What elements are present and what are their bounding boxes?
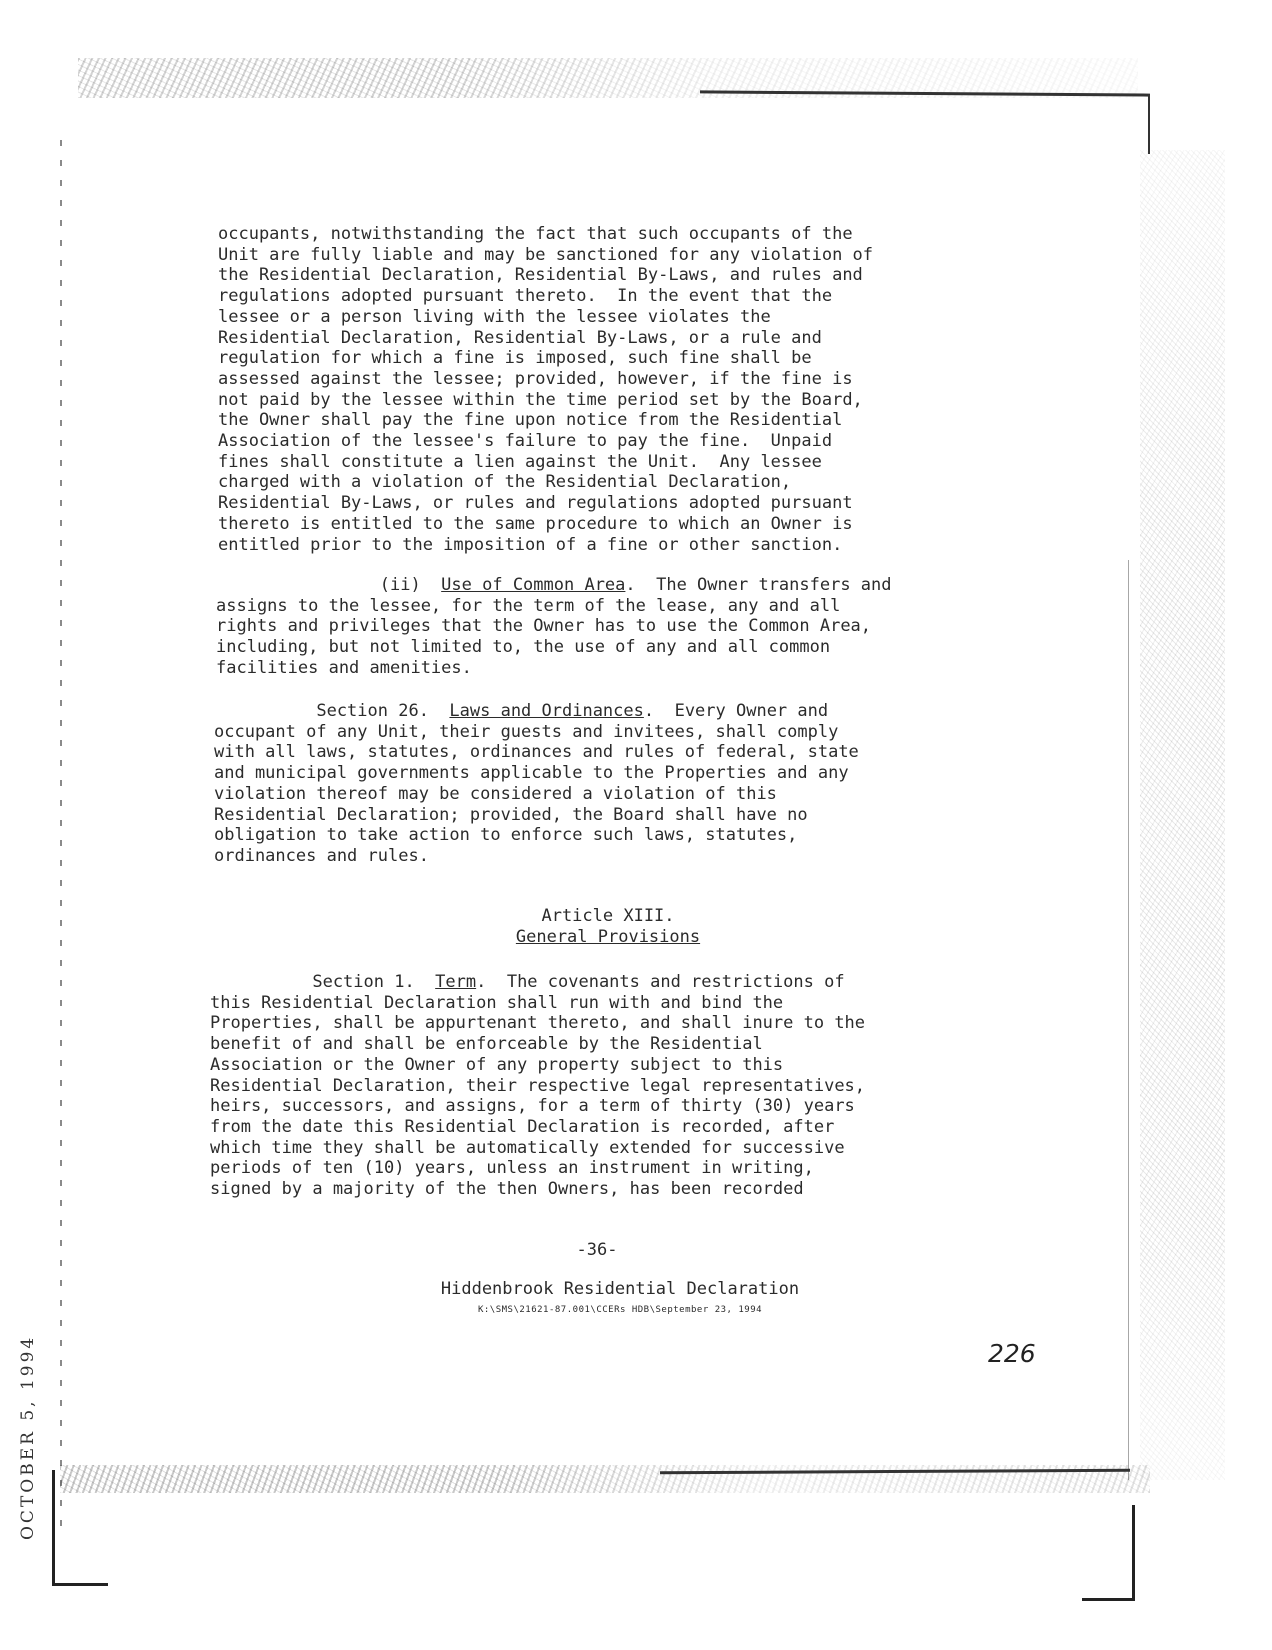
crop-mark-bottom-left-horizontal <box>52 1583 108 1586</box>
recording-date-stamp: OCTOBER 5, 1994 <box>18 1334 38 1540</box>
para-body: . Every Owner and occupant of any Unit, their guests and invitees, shall comply with all laws, statutes, ordinances and rules of federal, state and municipal governments applicable to the Properties and any violation thereof may be considered a violation of this Residential Declaration; provided, the Board shall have no obligation to take action to enforce such laws, statutes, ordinances and rules. <box>214 701 859 866</box>
paragraph-use-of-common-area <box>216 575 892 679</box>
footer-document-title: Hiddenbrook Residential Declaration <box>440 1279 800 1299</box>
para-prefix: Section 1. <box>210 972 436 992</box>
left-edge-dashes <box>60 140 62 1540</box>
footer-file-path: K:\SMS\21621-87.001\CCERs HDB\September 23, 1994 <box>477 1305 763 1315</box>
page-number: -36- <box>576 1240 618 1260</box>
section-heading-term: Term <box>435 972 477 992</box>
right-edge-line <box>1128 560 1129 1480</box>
para-prefix: (ii) <box>216 575 442 595</box>
top-right-corner-mark <box>1148 94 1150 154</box>
article-number: Article XIII. <box>541 906 675 926</box>
para-body: . The covenants and restrictions of this Residential Declaration shall run with and bind the Properties, shall be appurtenant thereto, and shall inure to the benefit of and shall be enforceable by the Residential Association or the Owner of any property subject to this Residential Declaration, their respective legal representatives, heirs, successors, and assigns, for a term of thirty (30) years from the date this Residential Declaration is recorded, after which time they shall be automatically extended for successive periods of ten (10) years, unless an instrument in writing, signed by a majority of the then Owners, has been recorded <box>210 972 866 1200</box>
para-body: . The Owner transfers and assigns to the lessee, for the term of the lease, any and all rights and privileges that the Owner has to use the Common Area, including, but not limited to, the use of any and all common facilities and amenities. <box>216 575 892 678</box>
crop-mark-bottom-right-vertical <box>1132 1505 1135 1601</box>
article-title: General Provisions <box>515 927 701 947</box>
crop-mark-bottom-right-horizontal <box>1082 1598 1135 1601</box>
section-heading-use-of-common-area: Use of Common Area <box>441 575 626 595</box>
crop-mark-bottom-left-vertical <box>52 1470 55 1585</box>
section-heading-laws-and-ordinances: Laws and Ordinances <box>449 701 644 721</box>
paragraph-section-26 <box>214 701 859 867</box>
handwritten-page-stamp: 226 <box>988 1339 1036 1368</box>
para-prefix: Section 26. <box>214 701 450 721</box>
paragraph-lessee-violations: occupants, notwithstanding the fact that such occupants of the Unit are fully liable and may be sanctioned for any violation of the Residential Declaration, Residential By-Laws, and rules and regulations adopted pursuant thereto. In the event that the lessee or a person living with the lessee violates the Residential Declaration, Residential By-Laws, or a rule and regulation for which a fine is imposed, such fine shall be assessed against the lessee; provided, however, if the fine is not paid by the lessee within the time period set by the Board, the Owner shall pay the fine upon notice from the Residential Association of the lessee's failure to pay the fine. Unpaid fines shall constitute a lien against the Unit. Any lessee charged with a violation of the Residential Declaration, Residential By-Laws, or rules and regulations adopted pursuant thereto is entitled to the same procedure to which an Owner is entitled prior to the imposition of a fine or other sanction. <box>218 224 874 555</box>
paragraph-section-1-term <box>210 972 865 1200</box>
